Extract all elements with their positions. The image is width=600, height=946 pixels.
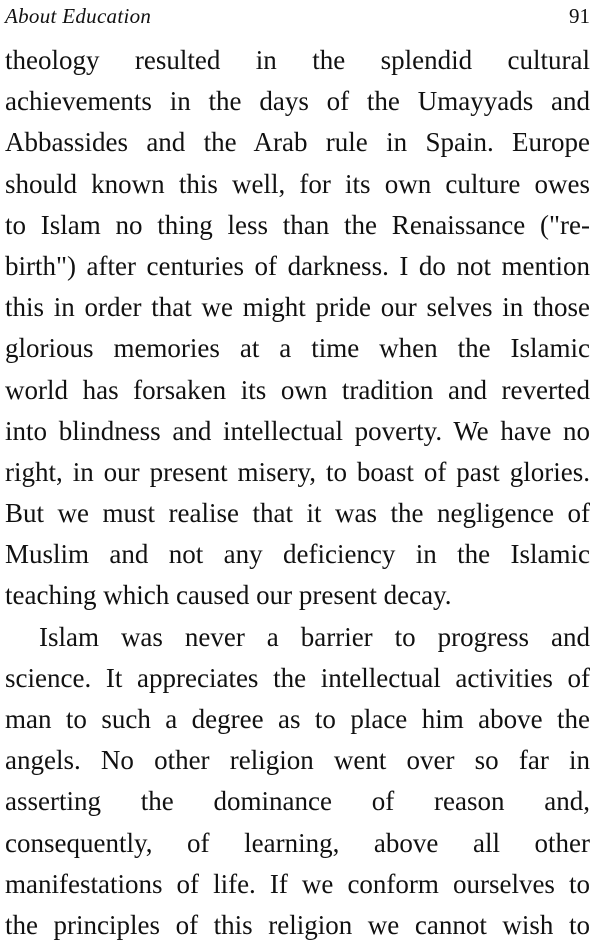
text-line: theology resulted in the splendid cultural (5, 45, 590, 75)
text-line: angels. No other religion went over so far in (5, 745, 590, 776)
paragraph-1 (5, 40, 590, 617)
text-line: achievements in the days of the Umayyads and (5, 86, 590, 117)
text-line: world has forsaken its own tradition and reverted (5, 374, 590, 405)
text-line: birth") after centuries of darkness. I do not mention (5, 250, 590, 281)
text-line: glorious memories at a time when the Islamic (5, 333, 590, 364)
text-line: Islam was never a barrier to progress and (39, 621, 590, 652)
text-line: consequently, of learning, above all other (5, 827, 590, 858)
text-line: But we must realise that it was the negligence of (5, 498, 590, 529)
page-number: 91 (569, 4, 590, 28)
text-line: man to such a degree as to place him above the (5, 704, 590, 734)
text-line: into blindness and intellectual poverty. We have no (5, 415, 590, 446)
chapter-title: About Education (5, 4, 152, 28)
text-line: this in order that we might pride our selves in those (5, 292, 590, 323)
text-line: right, in our present misery, to boast of past glories. (5, 456, 590, 487)
text-line: Abbassides and the Arab rule in Spain. Europe (5, 127, 590, 158)
text-line: to Islam no thing less than the Renaissance ("re- (5, 209, 590, 240)
text-line: manifestations of life. If we conform ourselves to (5, 868, 590, 899)
text-line: asserting the dominance of reason and, (5, 786, 590, 817)
body-text (5, 40, 590, 946)
running-header (5, 0, 590, 36)
text-line: should known this well, for its own culture owes (5, 168, 590, 199)
text-line: Muslim and not any deficiency in the Islamic (5, 539, 590, 570)
text-line: science. It appreciates the intellectual activities of (5, 662, 590, 693)
text-line: the principles of this religion we cannot wish to (5, 909, 590, 940)
paragraph-2 (5, 617, 590, 946)
text-line: teaching which caused our present decay. (5, 580, 452, 611)
